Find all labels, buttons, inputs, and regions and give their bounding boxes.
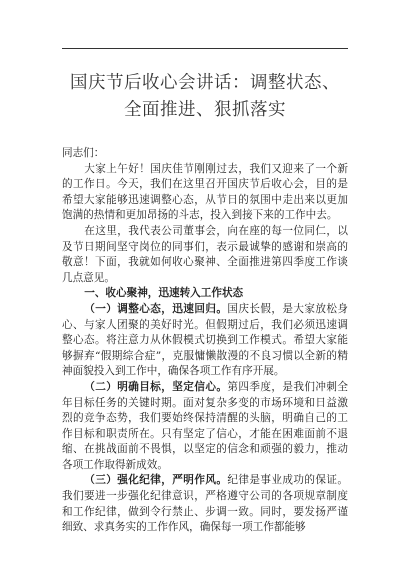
greeting: 同志们：	[62, 147, 105, 159]
section-heading: 一、收心聚神，迅速转入工作状态	[84, 287, 244, 300]
point-lead: （一）调整心态，迅速回归。	[84, 302, 228, 315]
point-paragraph	[62, 473, 348, 535]
document-title: 国庆节后收心会讲话：调整状态、全面推进、狠抓落实	[70, 73, 340, 120]
paragraph: 在这里，我代表公司董事会，向在座的每一位同仁，以及节日期间坚守岗位的同事们，表示最诚挚的感谢和崇高的敬意！下面，我就如何收心聚神、全面推进第四季度工作谈几点意见。	[62, 224, 348, 284]
paragraph: 大家上午好！国庆佳节刚刚过去，我们又迎来了一个新的工作日。今天，我们在这里召开国庆节后收心会，目的是希望大家能够迅速调整心态，从节日的氛围中走出来以更加饱满的热情和更加昂扬的斗志，投入到接下来的工作中去。	[62, 162, 348, 222]
point-paragraph	[62, 380, 348, 474]
header-rule	[62, 48, 348, 49]
document-body	[62, 146, 348, 536]
point-text: 国庆长假，是大家放松身心、与家人团聚的美好时光。但假期过后，我们必须迅速调整心态。将注意力从休假模式切换到工作模式。希望大家能够摒弃“假期综合症”，克服慵懒散漫的不良习惯以全新的精神面貌投入到工作中，确保各项工作有序开展。	[62, 302, 349, 378]
point-text: 第四季度，是我们冲刺全年目标任务的关键时期。面对复杂多变的市场环境和日益激烈的竞争态势，我们要始终保持清醒的头脑，明确自己的工作目标和职责所在。只有坚定了信心，才能在困难面前不退缩、在挑战面前不畏惧，以坚定的信念和顽强的毅力，推动各项工作取得新成效。	[62, 380, 349, 471]
point-text: 纪律是事业成功的保证。我们要进一步强化纪律意识，严格遵守公司的各项规章制度和工作纪律，做到令行禁止、步调一致。同时，要发扬严谨细致、求真务实的工作作风，确保每一项工作都能够	[62, 474, 349, 534]
point-lead: （三）强化纪律，严明作风。	[84, 474, 228, 487]
point-lead: （二）明确目标，坚定信心。	[84, 380, 228, 393]
point-paragraph	[62, 302, 348, 380]
